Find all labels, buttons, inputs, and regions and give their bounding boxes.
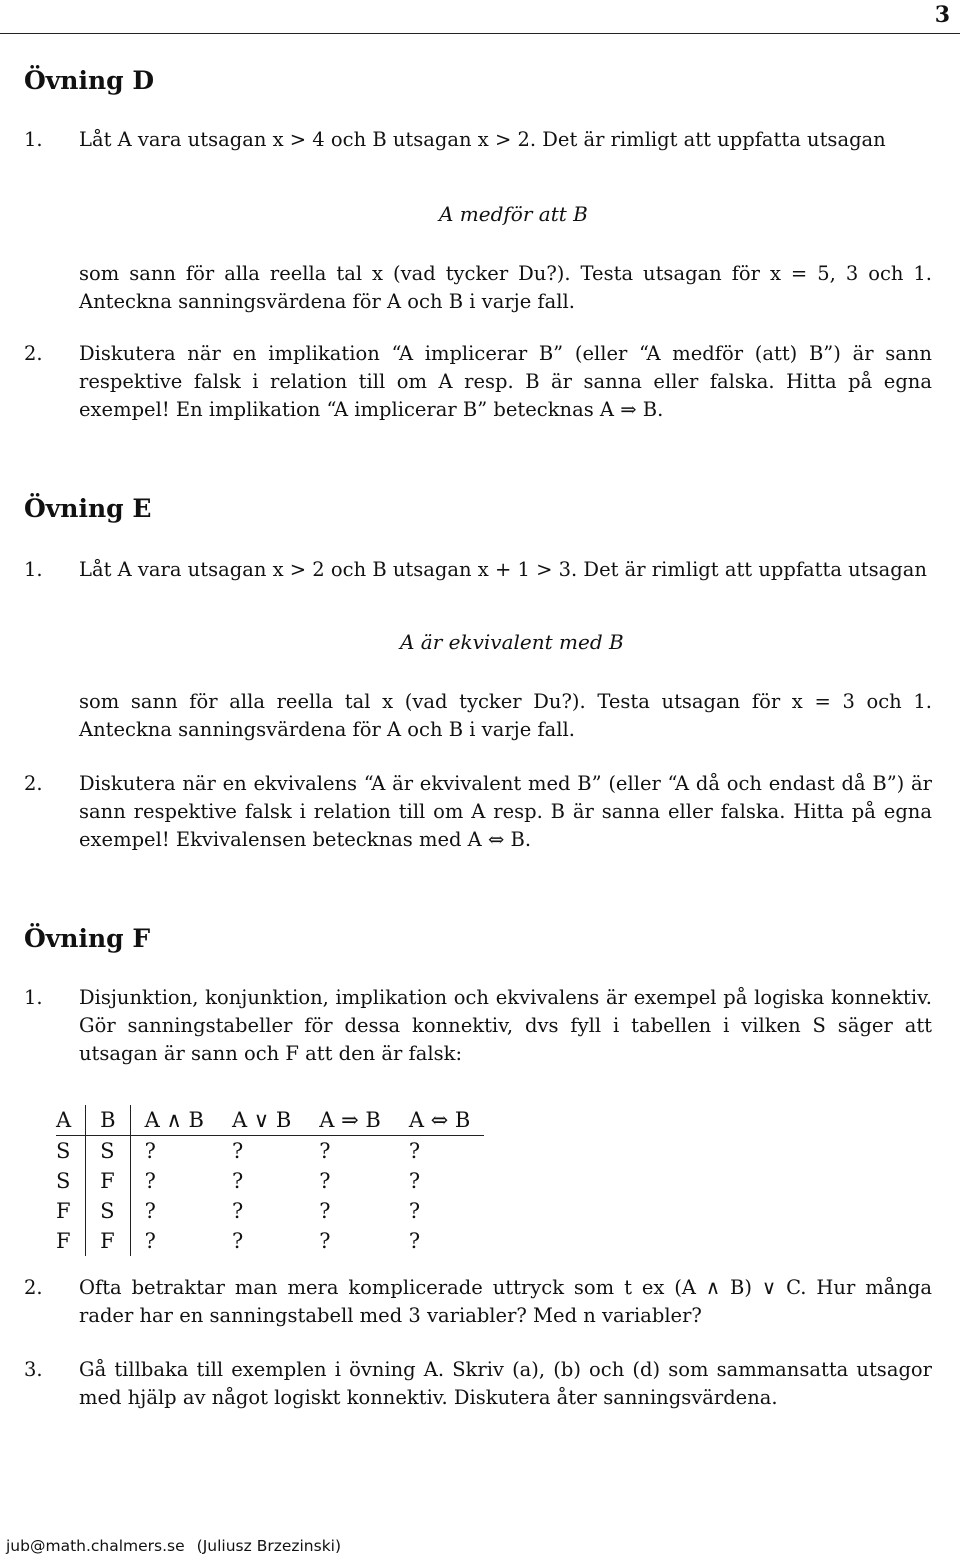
table-cell: ? <box>408 1229 421 1253</box>
table-cell: ? <box>319 1199 331 1223</box>
table-cell: ? <box>231 1229 244 1253</box>
item-text: Disjunktion, konjunktion, implikation och ekvivalens är exempel på logiska konnektiv. Gör sanningstabeller för dessa konnektiv, dvs fyll i tabellen i vilken S säger att utsagan är sann och F att den är falsk: <box>79 986 932 1065</box>
column-header: A <box>56 1105 86 1136</box>
table-header-row <box>56 1105 484 1136</box>
item-number: 1. <box>24 128 43 151</box>
column-header: A ⇒ B <box>305 1105 395 1136</box>
item-text: som sann för alla reella tal x (vad tycker Du?). Testa utsagan för x = 3 och 1. Anteckna sanningsvärdena för A och B i varje fall. <box>79 690 932 741</box>
section-title-e: Övning E <box>24 494 152 523</box>
item-text: som sann för alla reella tal x (vad tycker Du?). Testa utsagan för x = 5, 3 och 1. Anteckna sanningsvärdena för A och B i varje fall. <box>79 262 932 313</box>
table-cell: ? <box>231 1169 244 1193</box>
table-cell: ? <box>231 1139 244 1163</box>
page-footer <box>6 1537 341 1555</box>
table-cell: ? <box>144 1229 156 1253</box>
table-cell: ? <box>408 1169 421 1193</box>
footer-author: (Juliusz Brzezinski) <box>196 1537 342 1555</box>
section-ovning-f <box>24 924 936 954</box>
table-row <box>56 1196 484 1226</box>
page-number: 3 <box>934 2 950 28</box>
table-cell: F <box>86 1226 130 1256</box>
item-number: 3. <box>24 1358 43 1381</box>
item-number: 2. <box>24 1276 43 1299</box>
table-cell: ? <box>319 1229 331 1253</box>
section-title-d: Övning D <box>24 66 155 95</box>
table-cell: ? <box>408 1199 421 1223</box>
table-cell: ? <box>144 1199 156 1223</box>
item-number: 1. <box>24 558 43 581</box>
table-cell: F <box>56 1226 86 1256</box>
table-cell: S <box>86 1196 130 1226</box>
column-header: A ⇔ B <box>395 1105 485 1136</box>
footer-email: jub@math.chalmers.se <box>6 1537 185 1555</box>
item-text: Låt A vara utsagan x > 4 och B utsagan x > 2. Det är rimligt att uppfatta utsagan <box>79 128 886 151</box>
item-number: 1. <box>24 986 43 1009</box>
item-number: 2. <box>24 772 43 795</box>
table-cell: F <box>86 1166 130 1196</box>
section-ovning-e <box>24 494 936 524</box>
table-row <box>56 1166 484 1196</box>
item-text: Gå tillbaka till exemplen i övning A. Skriv (a), (b) och (d) som sammansatta utsagor med hjälp av något logiskt konnektiv. Diskutera åter sanningsvärdena. <box>79 1358 932 1409</box>
table-cell: ? <box>319 1169 331 1193</box>
truth-table <box>56 1105 484 1256</box>
table-cell: ? <box>319 1139 331 1163</box>
table-cell: ? <box>144 1169 156 1193</box>
item-text: Ofta betraktar man mera komplicerade uttryck som t ex (A ∧ B) ∨ C. Hur många rader har en sanningstabell med 3 variabler? Med n variabler? <box>79 1276 932 1327</box>
item-number: 2. <box>24 342 43 365</box>
table-cell: S <box>56 1166 86 1196</box>
item-text: Diskutera när en implikation “A implicerar B” (eller “A medför (att) B”) är sann respektive falsk i relation till om A resp. B är sanna eller falska. Hitta på egna exempel! En implikation “A implicerar B” betecknas A ⇒ B. <box>79 342 932 421</box>
column-header: B <box>86 1105 130 1136</box>
display-formula: A medför att B <box>439 202 588 226</box>
column-header: A ∨ B <box>218 1105 305 1136</box>
item-text: Låt A vara utsagan x > 2 och B utsagan x + 1 > 3. Det är rimligt att uppfatta utsagan <box>79 558 927 581</box>
table-row <box>56 1226 484 1256</box>
table-cell: S <box>86 1136 130 1167</box>
table-cell: ? <box>144 1139 156 1163</box>
item-text: Diskutera när en ekvivalens “A är ekvivalent med B” (eller “A då och endast då B”) är sann respektive falsk i relation till om A resp. B är sanna eller falska. Hitta på egna exempel! Ekvivalensen betecknas med A ⇔ B. <box>79 772 932 851</box>
section-ovning-d <box>24 66 936 96</box>
header-rule <box>0 33 960 34</box>
table-cell: ? <box>408 1139 421 1163</box>
section-title-f: Övning F <box>24 924 151 953</box>
table-cell: ? <box>231 1199 244 1223</box>
table-cell: F <box>56 1196 86 1226</box>
table-row <box>56 1136 484 1167</box>
display-formula: A är ekvivalent med B <box>400 630 624 654</box>
table-cell: S <box>56 1136 86 1167</box>
column-header: A ∧ B <box>130 1105 218 1136</box>
